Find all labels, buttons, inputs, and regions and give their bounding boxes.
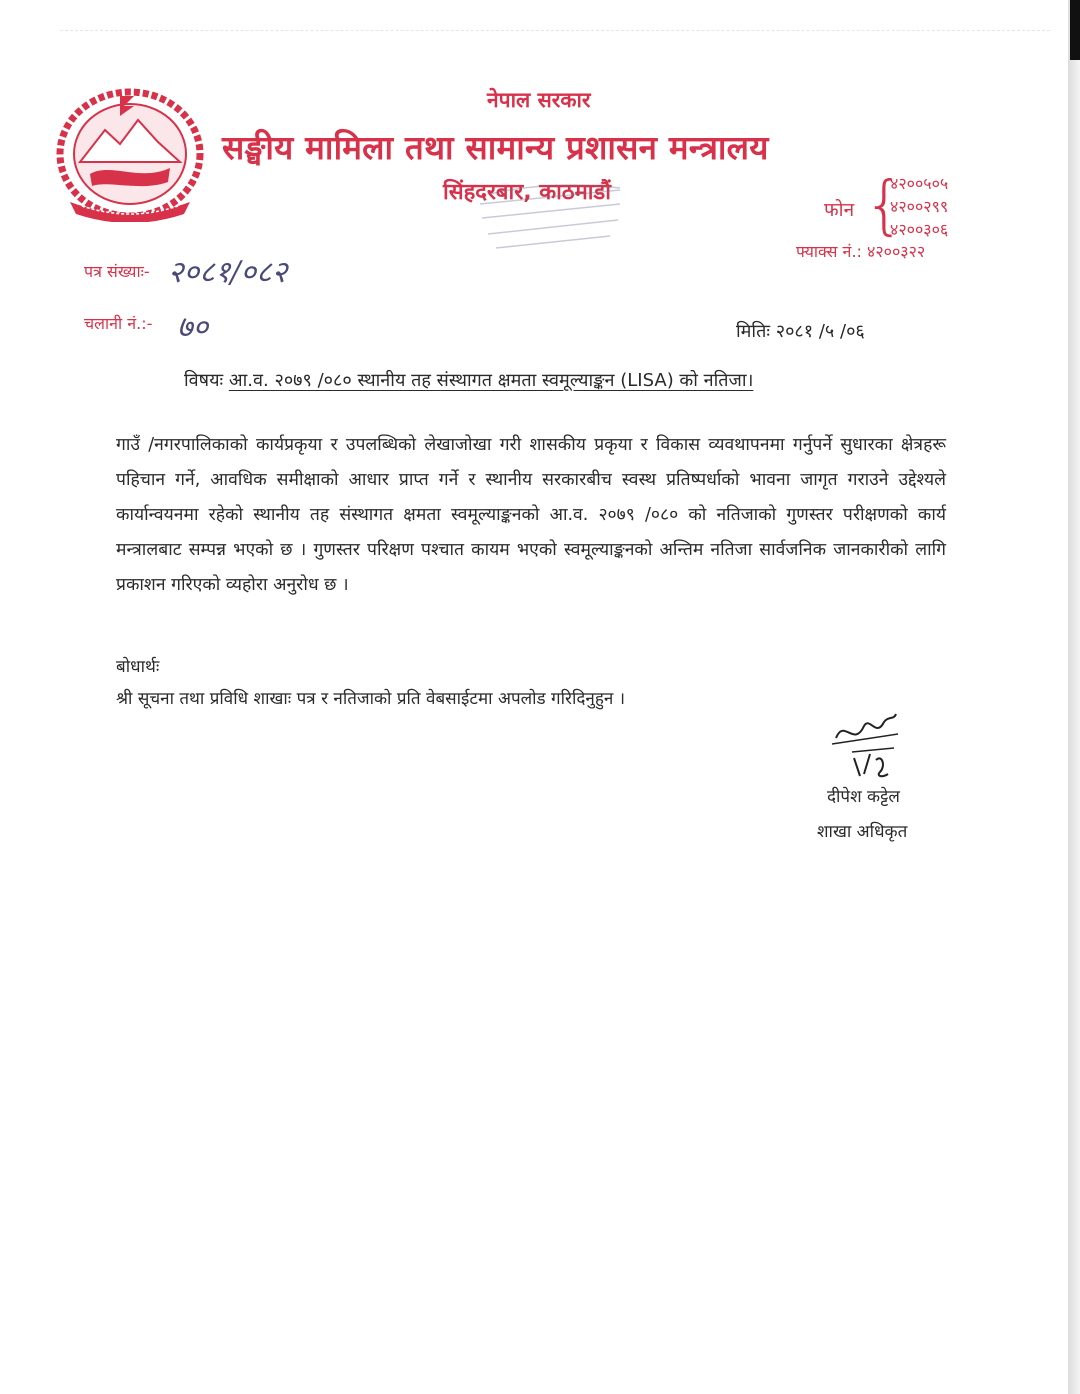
dispatch-label: चलानी नं.:- [84, 314, 153, 333]
office-stamp-icon [470, 184, 630, 258]
dispatch-number: ७० [177, 310, 209, 345]
subject-line [184, 368, 753, 392]
phone-number: ४२००५०५ [890, 174, 949, 193]
ministry-name: सङ्घीय मामिला तथा सामान्य प्रशासन मन्त्रालय [222, 128, 769, 167]
signatory-name: दीपेश कट्टेल [827, 787, 900, 807]
subject-label: विषयः [184, 370, 224, 391]
phone-number: ४२००३०६ [890, 220, 949, 239]
fax-number: फ्याक्स नं.: ४२००३२२ [796, 242, 926, 261]
phone-brace: { [864, 169, 905, 243]
reference-number: २०८१/०८२ [168, 255, 288, 290]
phone-number: ४२००२९९ [890, 197, 949, 216]
signature-icon [824, 708, 904, 788]
letter-date: मितिः २०८१ /५ /०६ [736, 321, 865, 342]
ministry-address: सिंहदरबार, काठमाडौं [443, 180, 611, 205]
attention-label: बोधार्थः [116, 657, 160, 677]
signatory-title: शाखा अधिकृत [817, 822, 908, 842]
attention-line: श्री सूचना तथा प्रविधि शाखाः पत्र र नतिजाको प्रति वेबसाईटमा अपलोड गरिदिनुहुन । [116, 689, 626, 709]
phone-numbers [890, 172, 948, 241]
top-rule [60, 30, 1050, 31]
reference-label: पत्र संख्याः- [84, 262, 150, 281]
government-name: नेपाल सरकार [487, 88, 591, 112]
scan-edge [1070, 0, 1080, 60]
page-edge [1068, 0, 1080, 1394]
body-paragraph: गाउँ /नगरपालिकाको कार्यप्रकृया र उपलब्धिको लेखाजोखा गरी शासकीय प्रकृया र विकास व्यवथापनमा गर्नुपर्ने सुधारका क्षेत्रहरू पहिचान गर्ने, आवधिक समीक्षाको आधार प्राप्त गर्ने र स्थानीय सरकारबीच स्वस्थ प्रतिष्पर्धाको भावना जागृत गराउने उद्देश्यले कार्यान्वयनमा रहेको स्थानीय तह संस्थागत क्षमता स्वमूल्याङ्कनको आ.व. २०७९ /०८० को नतिजाको गुणस्तर परीक्षणको कार्य मन्त्रालबाट सम्पन्न भएको छ । गुणस्तर परिक्षण पश्चात कायम भएको स्वमूल्याङ्कनको अन्तिम नतिजा सार्वजनिक जानकारीको लागि प्रकाशन गरिएको व्यहोरा अनुरोध छ । [116, 435, 946, 595]
national-emblem-icon [50, 82, 210, 222]
subject-text: आ.व. २०७९ /०८० स्थानीय तह संस्थागत क्षमता स्वमूल्याङ्कन (LISA) को नतिजा। [228, 370, 754, 391]
phone-label: फोन [824, 199, 855, 221]
